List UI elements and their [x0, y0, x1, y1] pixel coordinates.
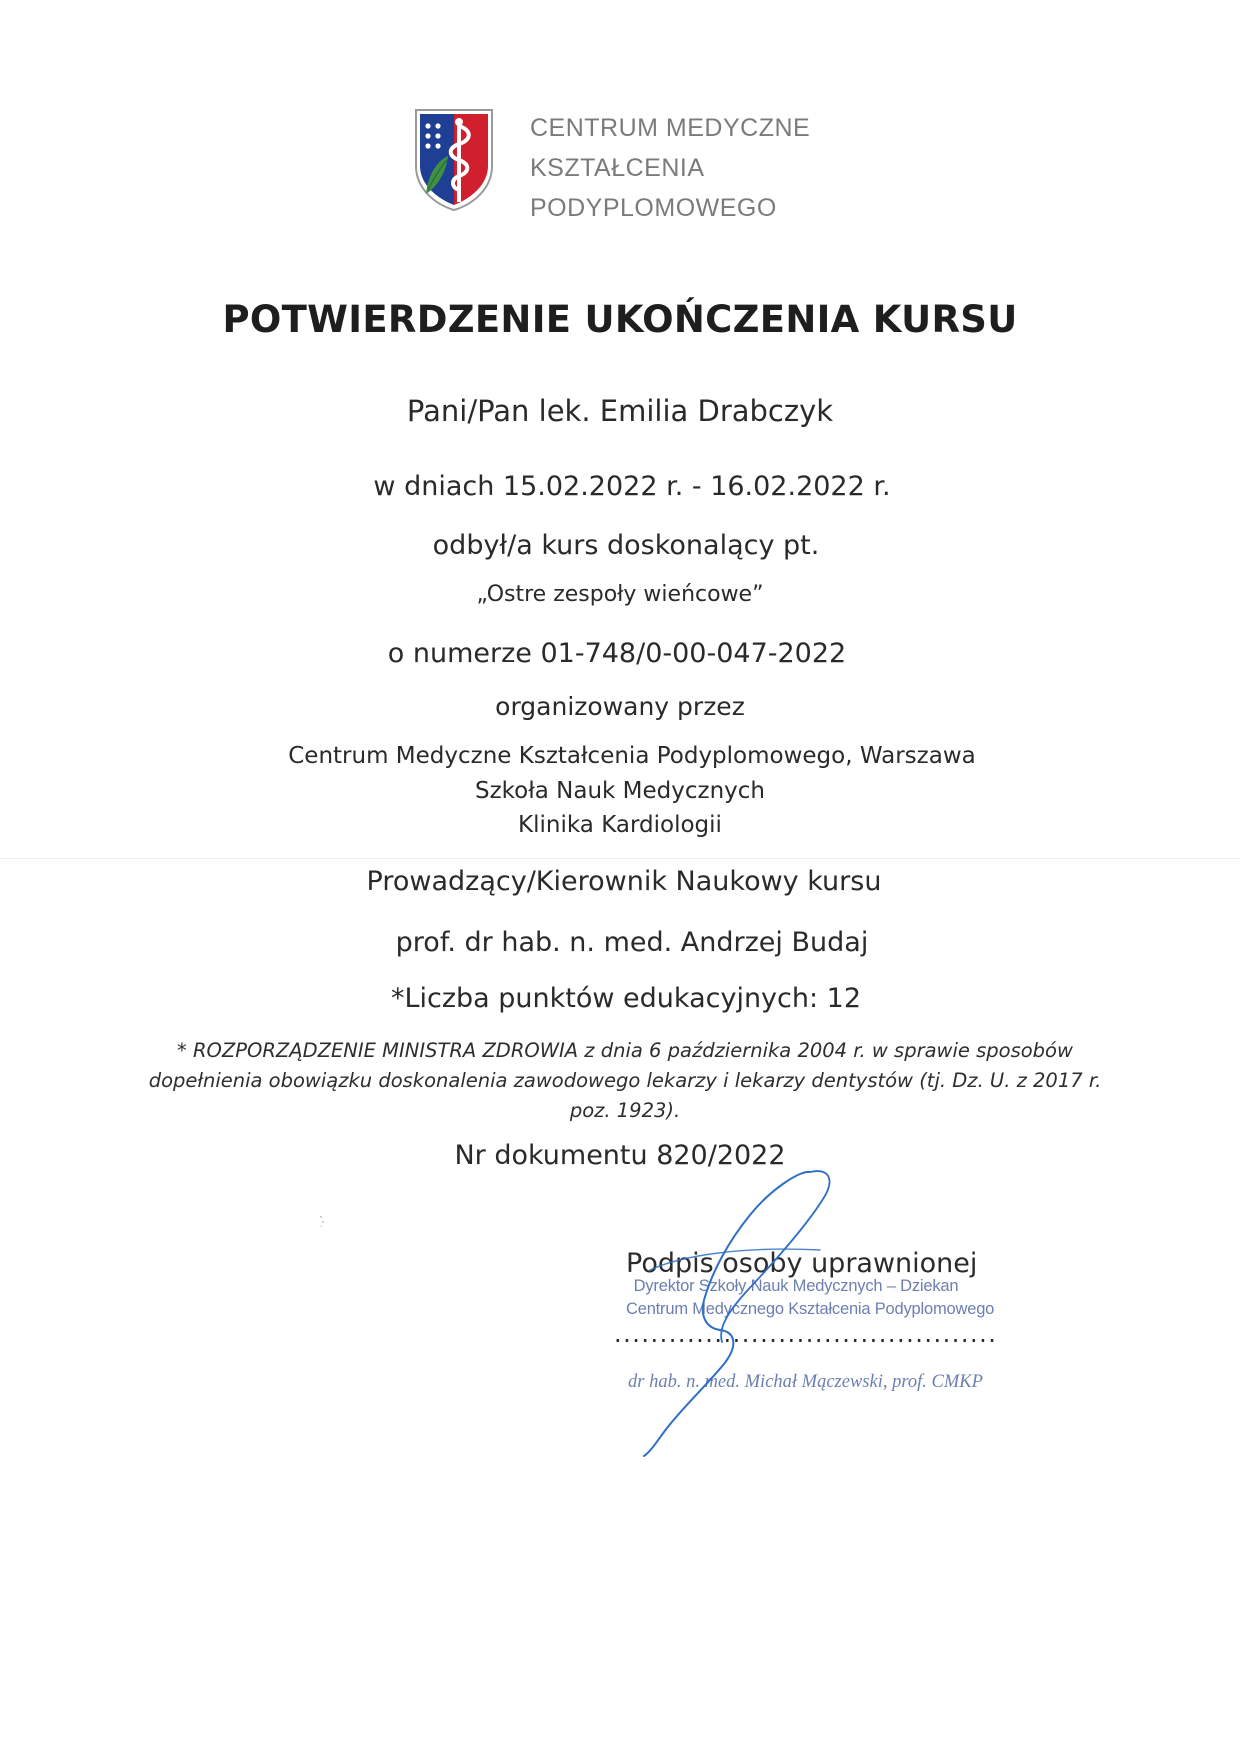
course-lead-name: prof. dr hab. n. med. Andrzej Budaj — [395, 927, 869, 958]
organizer-line-3: Klinika Kardiologii — [518, 812, 722, 838]
org-line-2: KSZTAŁCENIA — [530, 154, 705, 182]
regulation-footnote — [130, 1036, 1120, 1126]
handwritten-signature — [620, 1160, 940, 1460]
course-number: o numerze 01-748/0-00-047-2022 — [387, 638, 847, 669]
completion-statement: odbył/a kurs doskonalący pt. — [432, 530, 820, 561]
shield-caduceus-icon — [414, 108, 494, 212]
signature-label: Podpis osoby uprawnionej — [626, 1248, 978, 1279]
org-line-3: PODYPLOMOWEGO — [530, 194, 777, 222]
course-title: „Ostre zespoły wieńcowe” — [476, 582, 764, 607]
regulation-line-3: poz. 1923). — [569, 1099, 681, 1122]
organizer-line-1: Centrum Medyczne Kształcenia Podyplomowego, Warszawa — [288, 743, 976, 769]
document-title: POTWIERDZENIE UKOŃCZENIA KURSU — [222, 298, 1018, 341]
stamp-line-1: Dyrektor Szkoły Nauk Medycznych – Dziekan — [633, 1277, 959, 1295]
regulation-line-2: dopełnienia obowiązku doskonalenia zawodowego lekarzy i lekarzy dentystów (tj. Dz. U. z 2017 r. — [148, 1069, 1102, 1092]
org-line-1: CENTRUM MEDYCZNE — [530, 114, 811, 142]
regulation-line-1: * ROZPORZĄDZENIE MINISTRA ZDROWIA z dnia 6 października 2004 r. w sprawie sposobów — [177, 1039, 1073, 1062]
course-dates: w dniach 15.02.2022 r. - 16.02.2022 r. — [373, 471, 891, 502]
recipient-name: Pani/Pan lek. Emilia Drabczyk — [406, 394, 834, 428]
education-points: *Liczba punktów edukacyjnych: 12 — [390, 983, 862, 1014]
organization-name — [530, 108, 810, 228]
scan-speck — [318, 1214, 326, 1228]
course-lead-label: Prowadzący/Kierownik Naukowy kursu — [366, 866, 882, 897]
signer-name: dr hab. n. med. Michał Mączewski, prof. CMKP — [628, 1372, 983, 1392]
paper-fold-line — [0, 858, 1240, 859]
organizer-line-2: Szkoła Nauk Medycznych — [474, 778, 766, 804]
stamp-line-2: Centrum Medycznego Kształcenia Podyplomowego — [626, 1300, 995, 1318]
organized-by-label: organizowany przez — [495, 692, 745, 721]
signature-dotted-line: .......................................... — [614, 1320, 998, 1348]
document-number: Nr dokumentu 820/2022 — [454, 1140, 786, 1171]
